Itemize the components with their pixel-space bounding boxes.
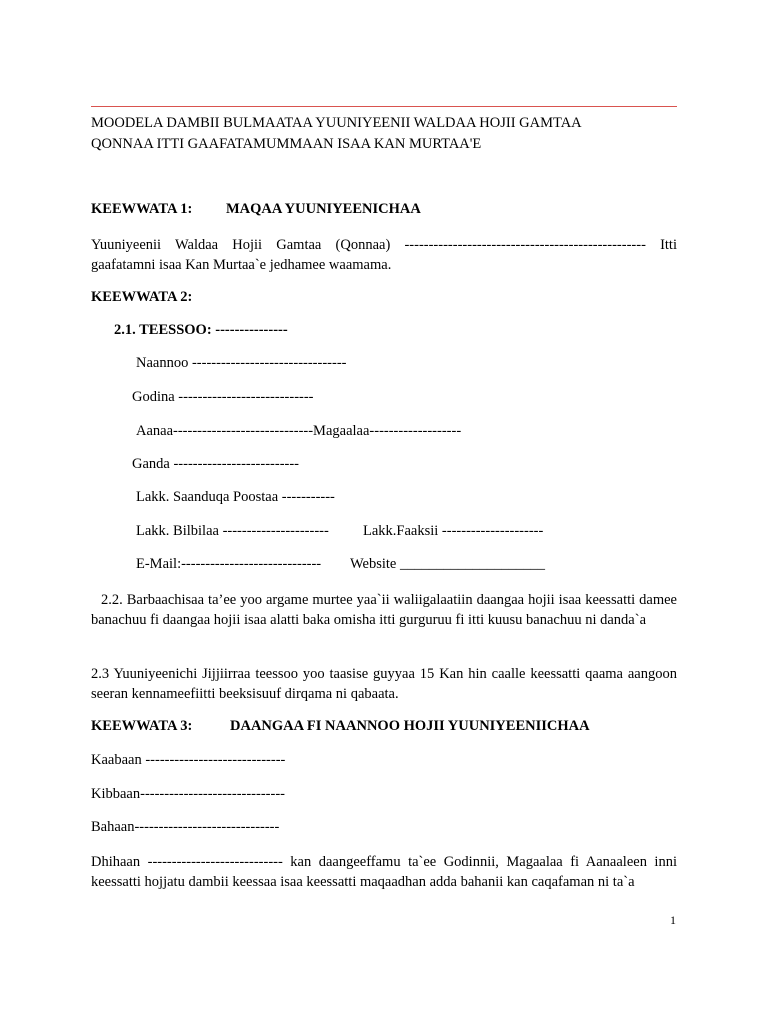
article-2-heading [91, 289, 192, 306]
paragraph-2-3: 2.3 Yuuniyeenichi Jijjiirraa teessoo yoo taasise guyyaa 15 Kan hin caalle keessatti qaama aangoon seeran kennameefiitti beeksisuuf dirqama ni qabaata. [91, 666, 677, 702]
field-website: Website ____________________ [350, 556, 545, 572]
title-line-2: QONNAA ITTI GAAFATAMUMMAAN ISAA KAN MURTAA'E [91, 136, 482, 152]
article-1-heading [91, 201, 421, 218]
field-email: E-Mail:----------------------------- [136, 556, 322, 572]
article-3-number: KEEWWATA 3: [91, 718, 193, 734]
article-1-number: KEEWWATA 1: [91, 201, 193, 217]
field-godina: Godina ---------------------------- [132, 389, 314, 405]
field-faaksii: Lakk.Faaksii --------------------- [363, 523, 544, 539]
field-ganda: Ganda -------------------------- [132, 456, 300, 472]
article-2-number: KEEWWATA 2: [91, 289, 193, 305]
field-aanaa-magaalaa: Aanaa-----------------------------Magaalaa------------------- [136, 423, 462, 439]
article-3-title: DAANGAA FI NAANNOO HOJII YUUNIYEENIICHAA [230, 718, 590, 734]
title-line-1: MOODELA DAMBII BULMAATAA YUUNIYEENII WALDAA HOJII GAMTAA [91, 115, 582, 131]
header-rule [91, 106, 677, 107]
field-poostaa: Lakk. Saanduqa Poostaa ----------- [136, 489, 335, 505]
article-1-body: Yuuniyeenii Waldaa Hojii Gamtaa (Qonnaa) -------------------------------------------------- Itti gaafatamni isaa Kan Murtaa`e jedhamee waamama. [91, 237, 677, 273]
field-bilbilaa: Lakk. Bilbilaa ---------------------- [136, 523, 329, 539]
document-title [91, 113, 677, 155]
field-naannoo: Naannoo -------------------------------- [136, 355, 347, 371]
boundary-east: Bahaan------------------------------ [91, 819, 280, 835]
address-subheading: 2.1. TEESSOO: --------------- [114, 322, 288, 338]
boundary-north: Kaabaan ----------------------------- [91, 752, 286, 768]
page-number: 1 [670, 913, 676, 927]
boundary-south: Kibbaan------------------------------ [91, 786, 285, 802]
article-1-title: MAQAA YUUNIYEENICHAA [226, 201, 421, 217]
paragraph-2-2: 2.2. Barbaachisaa ta’ee yoo argame murtee yaa`ii waliigalaatiin daangaa hojii isaa keessatti damee banachuu fi daangaa hojii isaa alatti baka omisha itti gurguruu fi itti kuusu banachuu ni danda`a [91, 592, 677, 628]
article-3-heading [91, 718, 590, 735]
boundary-west-paragraph: Dhihaan ---------------------------- kan daangeeffamu ta`ee Godinnii, Magaalaa fi Aanaaleen inni keessatti hojjatu dambii keessaa isaa keessatti maqaadhan adda bahanii kan caqafaman ni ta`a [91, 854, 677, 890]
